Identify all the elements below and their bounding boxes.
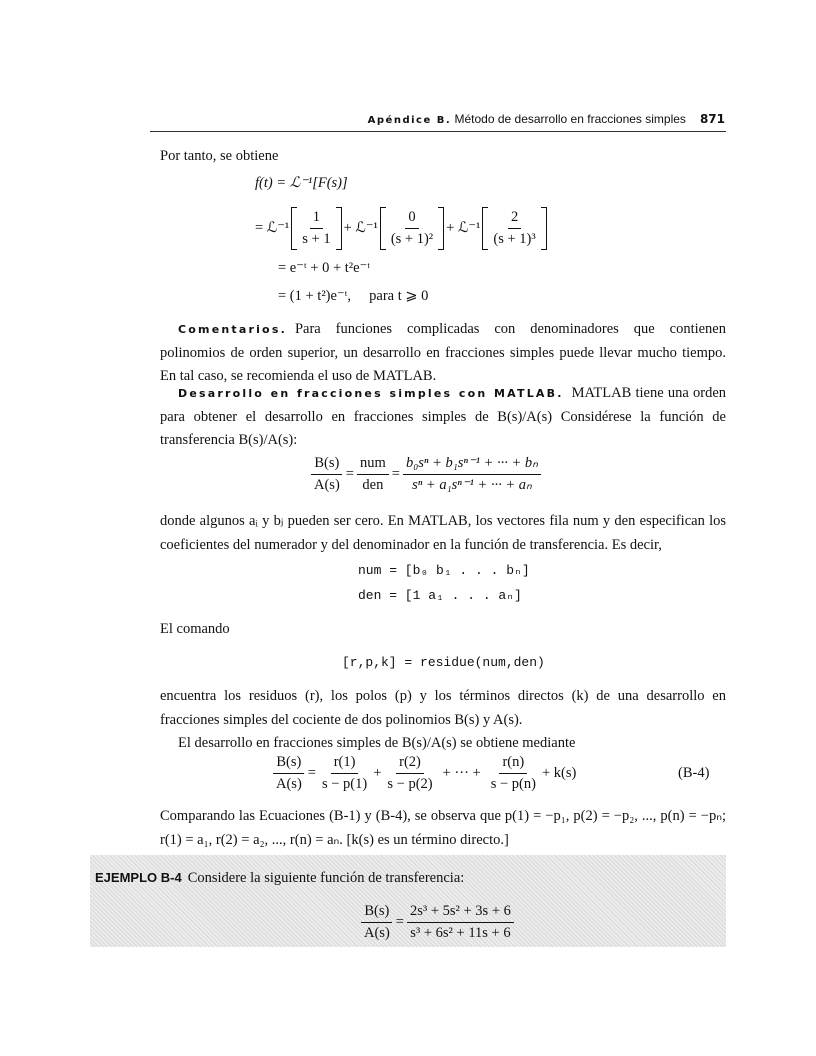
page-number: 871 <box>699 112 725 126</box>
transfer-function-equation <box>308 455 544 494</box>
fraction-den: A(s) <box>276 776 302 792</box>
laplace-inverse: + ℒ⁻¹ <box>446 220 481 236</box>
fraction-num: B(s) <box>361 903 392 923</box>
comentarios-heading: Comentarios. <box>178 323 287 336</box>
fraction-num: r(1) <box>331 754 359 774</box>
example-label: EJEMPLO B-4 <box>95 870 182 885</box>
fraction-num: r(2) <box>396 754 424 774</box>
donde-paragraph: donde algunos aᵢ y bⱼ pueden ser cero. En MATLAB, los vectores fila num y den especifican los coeficientes del numerador y del denominador en la función de transferencia. Es decir, <box>160 513 726 553</box>
fraction-den: (s + 1)³ <box>493 231 536 247</box>
comando-label: El comando <box>160 621 230 637</box>
derivation-line-4: = (1 + t²)e⁻ᵗ, para t ⩾ 0 <box>278 288 429 304</box>
fraction-num: 2s³ + 5s² + 3s + 6 <box>407 903 514 923</box>
fraction-num: B(s) <box>273 754 304 774</box>
running-header <box>368 112 725 126</box>
equals: = <box>395 914 404 930</box>
comentarios-paragraph <box>160 318 726 389</box>
fraction-den: s − p(1) <box>321 776 368 792</box>
fraction-den: sⁿ + a₁sⁿ⁻¹ + ··· + aₙ <box>412 477 532 493</box>
encuentra-paragraph: encuentra los residuos (r), los polos (p) y los términos directos (k) de una desarrollo en fracciones simples del cociente de dos polinomios B(s) y A(s). <box>160 688 726 728</box>
fraction-num: 1 <box>310 209 323 229</box>
code-num: num = [b₀ b₁ . . . bₙ] <box>358 563 530 578</box>
header-title: Método de desarrollo en fracciones simples <box>454 112 686 126</box>
derivation-line-2 <box>255 207 549 250</box>
ellipsis: + ··· + <box>442 765 481 781</box>
equals: = <box>345 466 354 482</box>
equals: = <box>391 466 400 482</box>
code-den: den = [1 a₁ . . . aₙ] <box>358 588 522 603</box>
derivation-line-1: f(t) = ℒ⁻¹[F(s)] <box>255 175 348 191</box>
matlab-heading: Desarrollo en fracciones simples con MATLAB. <box>178 387 564 400</box>
plus: + <box>373 765 382 781</box>
derivation-line-3: = e⁻ᵗ + 0 + t²e⁻ᵗ <box>278 260 371 276</box>
fraction-num: B(s) <box>311 455 342 475</box>
fraction-den: s + 1 <box>302 231 331 247</box>
laplace-inverse: + ℒ⁻¹ <box>343 220 378 236</box>
matlab-paragraph <box>160 382 726 453</box>
fraction-den: (s + 1)² <box>390 231 434 247</box>
example-text: Considere la siguiente función de transferencia: <box>187 870 465 886</box>
comparando-paragraph: Comparando las Ecuaciones (B-1) y (B-4), se observa que p(1) = −p₁, p(2) = −p₂, ..., p(n) = −pₙ; r(1) = a₁, r(2) = a₂, ..., r(n) = aₙ. [k(s) es un término directo.] <box>160 808 726 848</box>
fraction-den: s − p(n) <box>490 776 536 792</box>
direct-term: + k(s) <box>541 765 577 781</box>
equation-label: (B-4) <box>678 765 710 781</box>
intro-text: Por tanto, se obtiene <box>160 148 279 164</box>
matlab-text: MATLAB tiene una orden para obtener el desarrollo en fracciones simples de B(s)/A(s) Considérese la función de transferencia B(s)/A(s): <box>160 385 727 448</box>
fraction-num: 0 <box>405 209 418 229</box>
desarrollo-line: El desarrollo en fracciones simples de B(s)/A(s) se obtiene mediante <box>178 735 576 751</box>
fraction-den: A(s) <box>364 925 390 941</box>
fraction-num: num <box>357 455 389 475</box>
fraction-den: s − p(2) <box>387 776 433 792</box>
fraction-den: den <box>362 477 384 493</box>
appendix-label: Apéndice B. <box>367 115 452 126</box>
example-heading <box>95 870 464 887</box>
code-residue: [r,p,k] = residue(num,den) <box>342 655 545 670</box>
laplace-inverse: = ℒ⁻¹ <box>255 220 290 236</box>
equals: = <box>307 765 316 781</box>
equation-b4 <box>270 754 576 793</box>
fraction-num: b₀sⁿ + b₁sⁿ⁻¹ + ··· + bₙ <box>403 455 541 475</box>
comentarios-text: Para funciones complicadas con denominadores que contienen polinomios de orden superior, un desarrollo en fracciones simples puede llevar mucho tiempo. En tal caso, se recomienda el uso de MATLAB. <box>160 321 726 384</box>
example-equation <box>358 903 517 942</box>
header-rule <box>150 131 726 132</box>
fraction-num: 2 <box>508 209 521 229</box>
fraction-num: r(n) <box>499 754 527 774</box>
fraction-den: A(s) <box>314 477 340 493</box>
fraction-den: s³ + 6s² + 11s + 6 <box>410 925 511 941</box>
